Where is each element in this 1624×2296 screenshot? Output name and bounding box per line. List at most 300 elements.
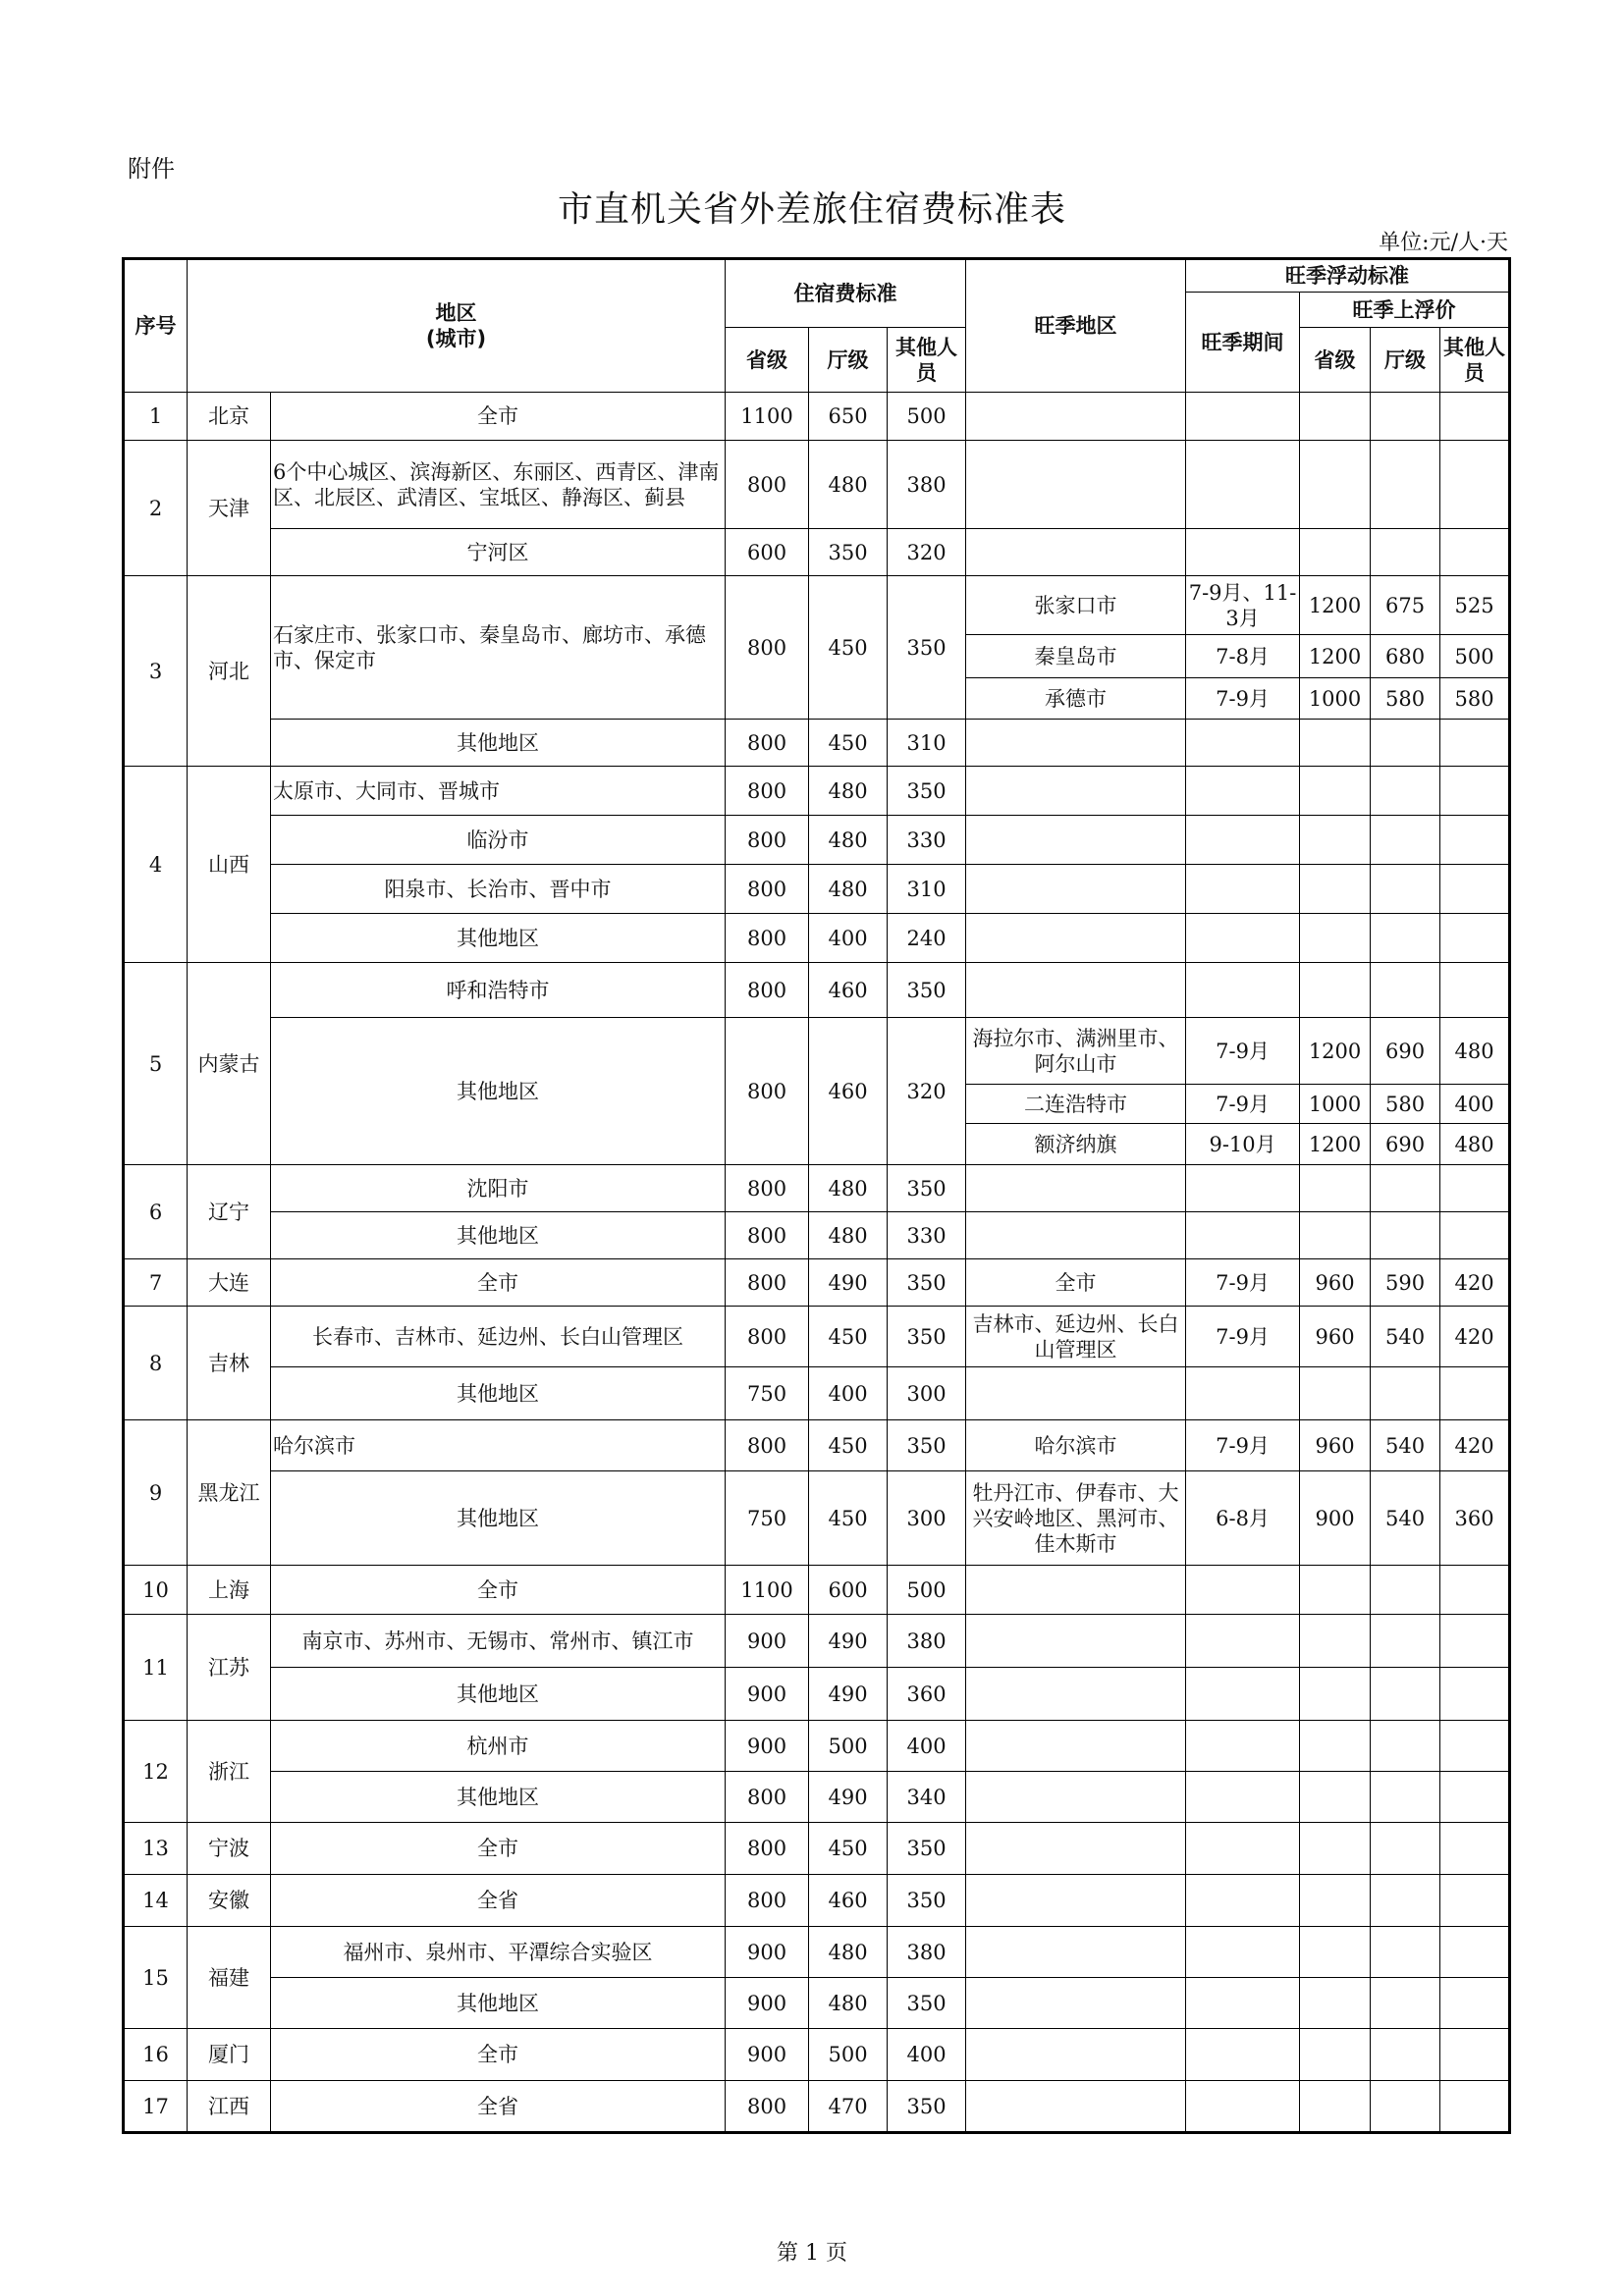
peak-area <box>966 1212 1186 1259</box>
table-row <box>124 1721 1510 1772</box>
peak-rate-province-level <box>1300 1566 1371 1615</box>
rate-hall-level: 470 <box>809 2081 888 2133</box>
header-region: 地区 (城市) <box>188 259 726 393</box>
peak-area: 二连浩特市 <box>966 1085 1186 1124</box>
rate-province-level: 800 <box>726 865 809 914</box>
rate-province-level: 900 <box>726 2029 809 2081</box>
peak-rate-others: 525 <box>1440 576 1510 635</box>
peak-period <box>1186 1165 1300 1212</box>
rate-others: 350 <box>888 1259 966 1307</box>
peak-rate-hall-level <box>1371 1367 1440 1420</box>
rate-others: 350 <box>888 767 966 816</box>
region-area: 沈阳市 <box>271 1165 726 1212</box>
peak-rate-hall-level <box>1371 1927 1440 1978</box>
peak-rate-hall-level <box>1371 816 1440 865</box>
table-row <box>124 1307 1510 1367</box>
peak-rate-hall-level: 580 <box>1371 1085 1440 1124</box>
peak-rate-hall-level <box>1371 1978 1440 2029</box>
peak-area <box>966 914 1186 963</box>
row-number: 3 <box>124 576 188 767</box>
peak-period <box>1186 1978 1300 2029</box>
peak-rate-province-level: 960 <box>1300 1420 1371 1471</box>
peak-rate-province-level <box>1300 1721 1371 1772</box>
peak-area: 海拉尔市、满洲里市、阿尔山市 <box>966 1018 1186 1085</box>
rate-others: 310 <box>888 720 966 767</box>
province-name: 山西 <box>188 767 271 963</box>
peak-rate-hall-level <box>1371 2081 1440 2133</box>
header-peak-up: 旺季上浮价 <box>1300 293 1510 328</box>
unit-label: 单位:元/人·天 <box>1379 231 1508 255</box>
page-footer: 第 1 页 <box>777 2241 847 2266</box>
peak-rate-hall-level <box>1371 1668 1440 1721</box>
peak-period <box>1186 1823 1300 1875</box>
peak-period <box>1186 393 1300 441</box>
header-no: 序号 <box>124 259 188 393</box>
province-name: 辽宁 <box>188 1165 271 1259</box>
province-name: 大连 <box>188 1259 271 1307</box>
peak-rate-province-level: 1200 <box>1300 1018 1371 1085</box>
peak-rate-others <box>1440 767 1510 816</box>
peak-rate-others <box>1440 1875 1510 1927</box>
rate-others: 350 <box>888 963 966 1018</box>
table-row <box>124 576 1510 635</box>
peak-period <box>1186 1772 1300 1823</box>
region-area: 其他地区 <box>271 1978 726 2029</box>
rate-others: 350 <box>888 1307 966 1367</box>
peak-rate-province-level <box>1300 393 1371 441</box>
rate-hall-level: 450 <box>809 1823 888 1875</box>
peak-area: 全市 <box>966 1259 1186 1307</box>
table-row <box>124 393 1510 441</box>
rate-others: 300 <box>888 1367 966 1420</box>
peak-area: 哈尔滨市 <box>966 1420 1186 1471</box>
province-name: 江西 <box>188 2081 271 2133</box>
rate-hall-level: 490 <box>809 1259 888 1307</box>
peak-area <box>966 1721 1186 1772</box>
rate-others: 350 <box>888 1875 966 1927</box>
row-number: 8 <box>124 1307 188 1420</box>
rate-hall-level: 490 <box>809 1668 888 1721</box>
peak-area <box>966 1978 1186 2029</box>
row-number: 11 <box>124 1615 188 1721</box>
peak-period: 7-9月 <box>1186 1085 1300 1124</box>
peak-rate-province-level <box>1300 1875 1371 1927</box>
rate-hall-level: 490 <box>809 1615 888 1668</box>
rate-hall-level: 600 <box>809 1566 888 1615</box>
peak-area <box>966 1772 1186 1823</box>
peak-rate-hall-level: 540 <box>1371 1307 1440 1367</box>
rate-province-level: 800 <box>726 1018 809 1165</box>
rate-province-level: 900 <box>726 1615 809 1668</box>
row-number: 9 <box>124 1420 188 1566</box>
region-area: 哈尔滨市 <box>271 1420 726 1471</box>
rate-hall-level: 450 <box>809 1471 888 1566</box>
peak-period <box>1186 529 1300 576</box>
peak-area: 吉林市、延边州、长白山管理区 <box>966 1307 1186 1367</box>
peak-rate-others <box>1440 2029 1510 2081</box>
rate-province-level: 800 <box>726 816 809 865</box>
row-number: 4 <box>124 767 188 963</box>
lodging-standard-table <box>122 257 1511 2134</box>
table-row <box>124 1018 1510 1085</box>
rate-province-level: 750 <box>726 1367 809 1420</box>
peak-rate-province-level: 960 <box>1300 1307 1371 1367</box>
rate-others: 340 <box>888 1772 966 1823</box>
peak-rate-hall-level <box>1371 1875 1440 1927</box>
table-row <box>124 441 1510 529</box>
rate-province-level: 900 <box>726 1721 809 1772</box>
peak-rate-province-level: 1000 <box>1300 1085 1371 1124</box>
peak-period: 7-8月 <box>1186 635 1300 678</box>
rate-province-level: 800 <box>726 1259 809 1307</box>
peak-rate-hall-level <box>1371 1212 1440 1259</box>
peak-rate-province-level <box>1300 1165 1371 1212</box>
peak-area <box>966 1875 1186 1927</box>
peak-rate-province-level <box>1300 1615 1371 1668</box>
region-area: 全市 <box>271 1823 726 1875</box>
province-name: 河北 <box>188 576 271 767</box>
peak-area <box>966 1566 1186 1615</box>
peak-rate-province-level <box>1300 2029 1371 2081</box>
peak-period: 7-9月 <box>1186 1420 1300 1471</box>
peak-rate-hall-level <box>1371 393 1440 441</box>
peak-area <box>966 529 1186 576</box>
peak-rate-others <box>1440 393 1510 441</box>
peak-rate-others: 420 <box>1440 1307 1510 1367</box>
peak-area <box>966 2081 1186 2133</box>
rate-others: 300 <box>888 1471 966 1566</box>
region-area: 太原市、大同市、晋城市 <box>271 767 726 816</box>
peak-period <box>1186 441 1300 529</box>
table-row <box>124 865 1510 914</box>
region-area: 石家庄市、张家口市、秦皇岛市、廊坊市、承德市、保定市 <box>271 576 726 720</box>
peak-rate-hall-level: 580 <box>1371 678 1440 720</box>
peak-rate-others: 420 <box>1440 1420 1510 1471</box>
peak-area <box>966 1823 1186 1875</box>
table-row <box>124 1772 1510 1823</box>
region-area: 其他地区 <box>271 1212 726 1259</box>
peak-rate-province-level <box>1300 767 1371 816</box>
peak-area <box>966 1367 1186 1420</box>
rate-hall-level: 460 <box>809 963 888 1018</box>
row-number: 6 <box>124 1165 188 1259</box>
peak-rate-others: 500 <box>1440 635 1510 678</box>
rate-province-level: 800 <box>726 1420 809 1471</box>
header-standard: 住宿费标准 <box>726 259 966 328</box>
peak-period <box>1186 2029 1300 2081</box>
region-area: 6个中心城区、滨海新区、东丽区、西青区、津南区、北辰区、武清区、宝坻区、静海区、蓟县 <box>271 441 726 529</box>
rate-province-level: 800 <box>726 1875 809 1927</box>
province-name: 吉林 <box>188 1307 271 1420</box>
rate-province-level: 1100 <box>726 1566 809 1615</box>
region-area: 全市 <box>271 1259 726 1307</box>
rate-others: 350 <box>888 1978 966 2029</box>
peak-rate-others <box>1440 963 1510 1018</box>
row-number: 12 <box>124 1721 188 1823</box>
header-hall-level: 厅级 <box>809 328 888 393</box>
rate-province-level: 800 <box>726 576 809 720</box>
rate-hall-level: 400 <box>809 914 888 963</box>
rate-province-level: 900 <box>726 1927 809 1978</box>
rate-others: 320 <box>888 529 966 576</box>
rate-others: 400 <box>888 1721 966 1772</box>
peak-rate-province-level <box>1300 816 1371 865</box>
peak-area <box>966 2029 1186 2081</box>
peak-area <box>966 1615 1186 1668</box>
peak-rate-province-level <box>1300 529 1371 576</box>
rate-hall-level: 480 <box>809 865 888 914</box>
peak-rate-hall-level: 540 <box>1371 1471 1440 1566</box>
header-peak-hall-level: 厅级 <box>1371 328 1440 393</box>
peak-area <box>966 1165 1186 1212</box>
peak-rate-province-level <box>1300 1212 1371 1259</box>
rate-others: 240 <box>888 914 966 963</box>
table-row <box>124 2029 1510 2081</box>
peak-rate-others <box>1440 1823 1510 1875</box>
peak-rate-hall-level: 590 <box>1371 1259 1440 1307</box>
peak-rate-province-level: 960 <box>1300 1259 1371 1307</box>
region-area: 全市 <box>271 393 726 441</box>
province-name: 内蒙古 <box>188 963 271 1165</box>
peak-area <box>966 441 1186 529</box>
peak-period <box>1186 767 1300 816</box>
region-area: 全市 <box>271 2029 726 2081</box>
peak-period <box>1186 1668 1300 1721</box>
header-peak-area: 旺季地区 <box>966 259 1186 393</box>
peak-period: 7-9月 <box>1186 1259 1300 1307</box>
peak-period: 7-9月 <box>1186 1018 1300 1085</box>
peak-rate-others <box>1440 1615 1510 1668</box>
rate-hall-level: 450 <box>809 1307 888 1367</box>
peak-period: 7-9月 <box>1186 678 1300 720</box>
page-title: 市直机关省外差旅住宿费标准表 <box>557 189 1066 230</box>
peak-rate-hall-level <box>1371 963 1440 1018</box>
peak-period <box>1186 1927 1300 1978</box>
peak-rate-hall-level <box>1371 1566 1440 1615</box>
rate-hall-level: 480 <box>809 441 888 529</box>
peak-rate-province-level <box>1300 1367 1371 1420</box>
header-peak-province-level: 省级 <box>1300 328 1371 393</box>
peak-period <box>1186 963 1300 1018</box>
peak-area <box>966 816 1186 865</box>
province-name: 江苏 <box>188 1615 271 1721</box>
rate-hall-level: 480 <box>809 1927 888 1978</box>
region-area: 宁河区 <box>271 529 726 576</box>
peak-rate-others <box>1440 1212 1510 1259</box>
peak-rate-province-level <box>1300 441 1371 529</box>
row-number: 13 <box>124 1823 188 1875</box>
peak-rate-province-level <box>1300 963 1371 1018</box>
peak-rate-province-level: 900 <box>1300 1471 1371 1566</box>
rate-hall-level: 480 <box>809 816 888 865</box>
peak-rate-hall-level <box>1371 1721 1440 1772</box>
header-province-level: 省级 <box>726 328 809 393</box>
peak-area: 张家口市 <box>966 576 1186 635</box>
table-row <box>124 1420 1510 1471</box>
peak-rate-hall-level <box>1371 767 1440 816</box>
peak-rate-province-level <box>1300 1978 1371 2029</box>
peak-rate-province-level: 1000 <box>1300 678 1371 720</box>
peak-rate-province-level <box>1300 1668 1371 1721</box>
rate-hall-level: 450 <box>809 1420 888 1471</box>
table-row <box>124 1927 1510 1978</box>
peak-rate-others: 360 <box>1440 1471 1510 1566</box>
peak-rate-others: 480 <box>1440 1124 1510 1165</box>
region-area: 长春市、吉林市、延边州、长白山管理区 <box>271 1307 726 1367</box>
row-number: 7 <box>124 1259 188 1307</box>
row-number: 16 <box>124 2029 188 2081</box>
peak-rate-hall-level: 680 <box>1371 635 1440 678</box>
region-area: 杭州市 <box>271 1721 726 1772</box>
peak-period <box>1186 1721 1300 1772</box>
peak-area <box>966 1927 1186 1978</box>
peak-area <box>966 767 1186 816</box>
region-area: 全市 <box>271 1566 726 1615</box>
row-number: 1 <box>124 393 188 441</box>
table-row <box>124 1259 1510 1307</box>
rate-province-level: 900 <box>726 1978 809 2029</box>
region-area: 阳泉市、长治市、晋中市 <box>271 865 726 914</box>
peak-rate-hall-level <box>1371 1615 1440 1668</box>
peak-period <box>1186 914 1300 963</box>
peak-rate-hall-level <box>1371 1823 1440 1875</box>
peak-area <box>966 393 1186 441</box>
peak-rate-hall-level <box>1371 1772 1440 1823</box>
rate-province-level: 800 <box>726 963 809 1018</box>
peak-rate-others <box>1440 2081 1510 2133</box>
peak-rate-hall-level <box>1371 865 1440 914</box>
rate-others: 400 <box>888 2029 966 2081</box>
peak-period: 9-10月 <box>1186 1124 1300 1165</box>
province-name: 福建 <box>188 1927 271 2029</box>
rate-hall-level: 490 <box>809 1772 888 1823</box>
header-peak-period: 旺季期间 <box>1186 293 1300 393</box>
peak-area: 额济纳旗 <box>966 1124 1186 1165</box>
peak-period: 7-9月、11-3月 <box>1186 576 1300 635</box>
rate-others: 310 <box>888 865 966 914</box>
rate-hall-level: 500 <box>809 2029 888 2081</box>
peak-rate-others: 580 <box>1440 678 1510 720</box>
region-area: 其他地区 <box>271 1018 726 1165</box>
rate-others: 350 <box>888 2081 966 2133</box>
rate-others: 350 <box>888 1823 966 1875</box>
peak-rate-province-level <box>1300 1927 1371 1978</box>
region-area: 其他地区 <box>271 1471 726 1566</box>
province-name: 浙江 <box>188 1721 271 1823</box>
rate-others: 320 <box>888 1018 966 1165</box>
rate-province-level: 800 <box>726 1165 809 1212</box>
table-row <box>124 1875 1510 1927</box>
rate-hall-level: 350 <box>809 529 888 576</box>
table-row <box>124 1471 1510 1566</box>
province-name: 天津 <box>188 441 271 576</box>
peak-area: 牡丹江市、伊春市、大兴安岭地区、黑河市、佳木斯市 <box>966 1471 1186 1566</box>
peak-rate-others: 400 <box>1440 1085 1510 1124</box>
peak-rate-others <box>1440 1721 1510 1772</box>
region-area: 其他地区 <box>271 1772 726 1823</box>
peak-rate-others <box>1440 1668 1510 1721</box>
peak-rate-others <box>1440 1566 1510 1615</box>
rate-province-level: 800 <box>726 1772 809 1823</box>
table-row <box>124 1165 1510 1212</box>
region-area: 呼和浩特市 <box>271 963 726 1018</box>
peak-rate-others <box>1440 1165 1510 1212</box>
peak-period <box>1186 720 1300 767</box>
table-row <box>124 529 1510 576</box>
rate-others: 500 <box>888 393 966 441</box>
rate-province-level: 750 <box>726 1471 809 1566</box>
table-row <box>124 914 1510 963</box>
table-row <box>124 816 1510 865</box>
rate-hall-level: 650 <box>809 393 888 441</box>
table-row <box>124 2081 1510 2133</box>
region-area: 其他地区 <box>271 914 726 963</box>
rate-hall-level: 460 <box>809 1875 888 1927</box>
region-area: 临汾市 <box>271 816 726 865</box>
rate-province-level: 800 <box>726 767 809 816</box>
peak-area <box>966 865 1186 914</box>
peak-period <box>1186 1615 1300 1668</box>
header-others: 其他人员 <box>888 328 966 393</box>
peak-rate-province-level <box>1300 1772 1371 1823</box>
peak-area <box>966 963 1186 1018</box>
peak-rate-province-level: 1200 <box>1300 1124 1371 1165</box>
rate-province-level: 800 <box>726 2081 809 2133</box>
province-name: 黑龙江 <box>188 1420 271 1566</box>
rate-hall-level: 480 <box>809 1165 888 1212</box>
row-number: 2 <box>124 441 188 576</box>
region-area: 全省 <box>271 1875 726 1927</box>
province-name: 上海 <box>188 1566 271 1615</box>
table-row <box>124 767 1510 816</box>
rate-others: 380 <box>888 1927 966 1978</box>
peak-period <box>1186 865 1300 914</box>
peak-period <box>1186 1566 1300 1615</box>
table-row <box>124 1367 1510 1420</box>
rate-province-level: 900 <box>726 1668 809 1721</box>
province-name: 厦门 <box>188 2029 271 2081</box>
rate-hall-level: 450 <box>809 720 888 767</box>
peak-rate-others: 420 <box>1440 1259 1510 1307</box>
rate-hall-level: 500 <box>809 1721 888 1772</box>
table-row <box>124 1615 1510 1668</box>
table-row <box>124 1668 1510 1721</box>
peak-rate-hall-level: 690 <box>1371 1018 1440 1085</box>
peak-area: 承德市 <box>966 678 1186 720</box>
row-number: 5 <box>124 963 188 1165</box>
peak-rate-others <box>1440 816 1510 865</box>
rate-province-level: 1100 <box>726 393 809 441</box>
province-name: 宁波 <box>188 1823 271 1875</box>
peak-rate-hall-level: 690 <box>1371 1124 1440 1165</box>
peak-rate-province-level <box>1300 914 1371 963</box>
rate-others: 330 <box>888 1212 966 1259</box>
peak-rate-hall-level: 540 <box>1371 1420 1440 1471</box>
region-area: 南京市、苏州市、无锡市、常州市、镇江市 <box>271 1615 726 1668</box>
rate-province-level: 800 <box>726 1823 809 1875</box>
peak-rate-hall-level <box>1371 720 1440 767</box>
row-number: 15 <box>124 1927 188 2029</box>
rate-province-level: 800 <box>726 1212 809 1259</box>
peak-rate-province-level <box>1300 865 1371 914</box>
table-row <box>124 1212 1510 1259</box>
row-number: 17 <box>124 2081 188 2133</box>
peak-rate-others <box>1440 441 1510 529</box>
peak-rate-hall-level <box>1371 529 1440 576</box>
peak-rate-others <box>1440 529 1510 576</box>
table-row <box>124 963 1510 1018</box>
table-body <box>124 393 1510 2133</box>
